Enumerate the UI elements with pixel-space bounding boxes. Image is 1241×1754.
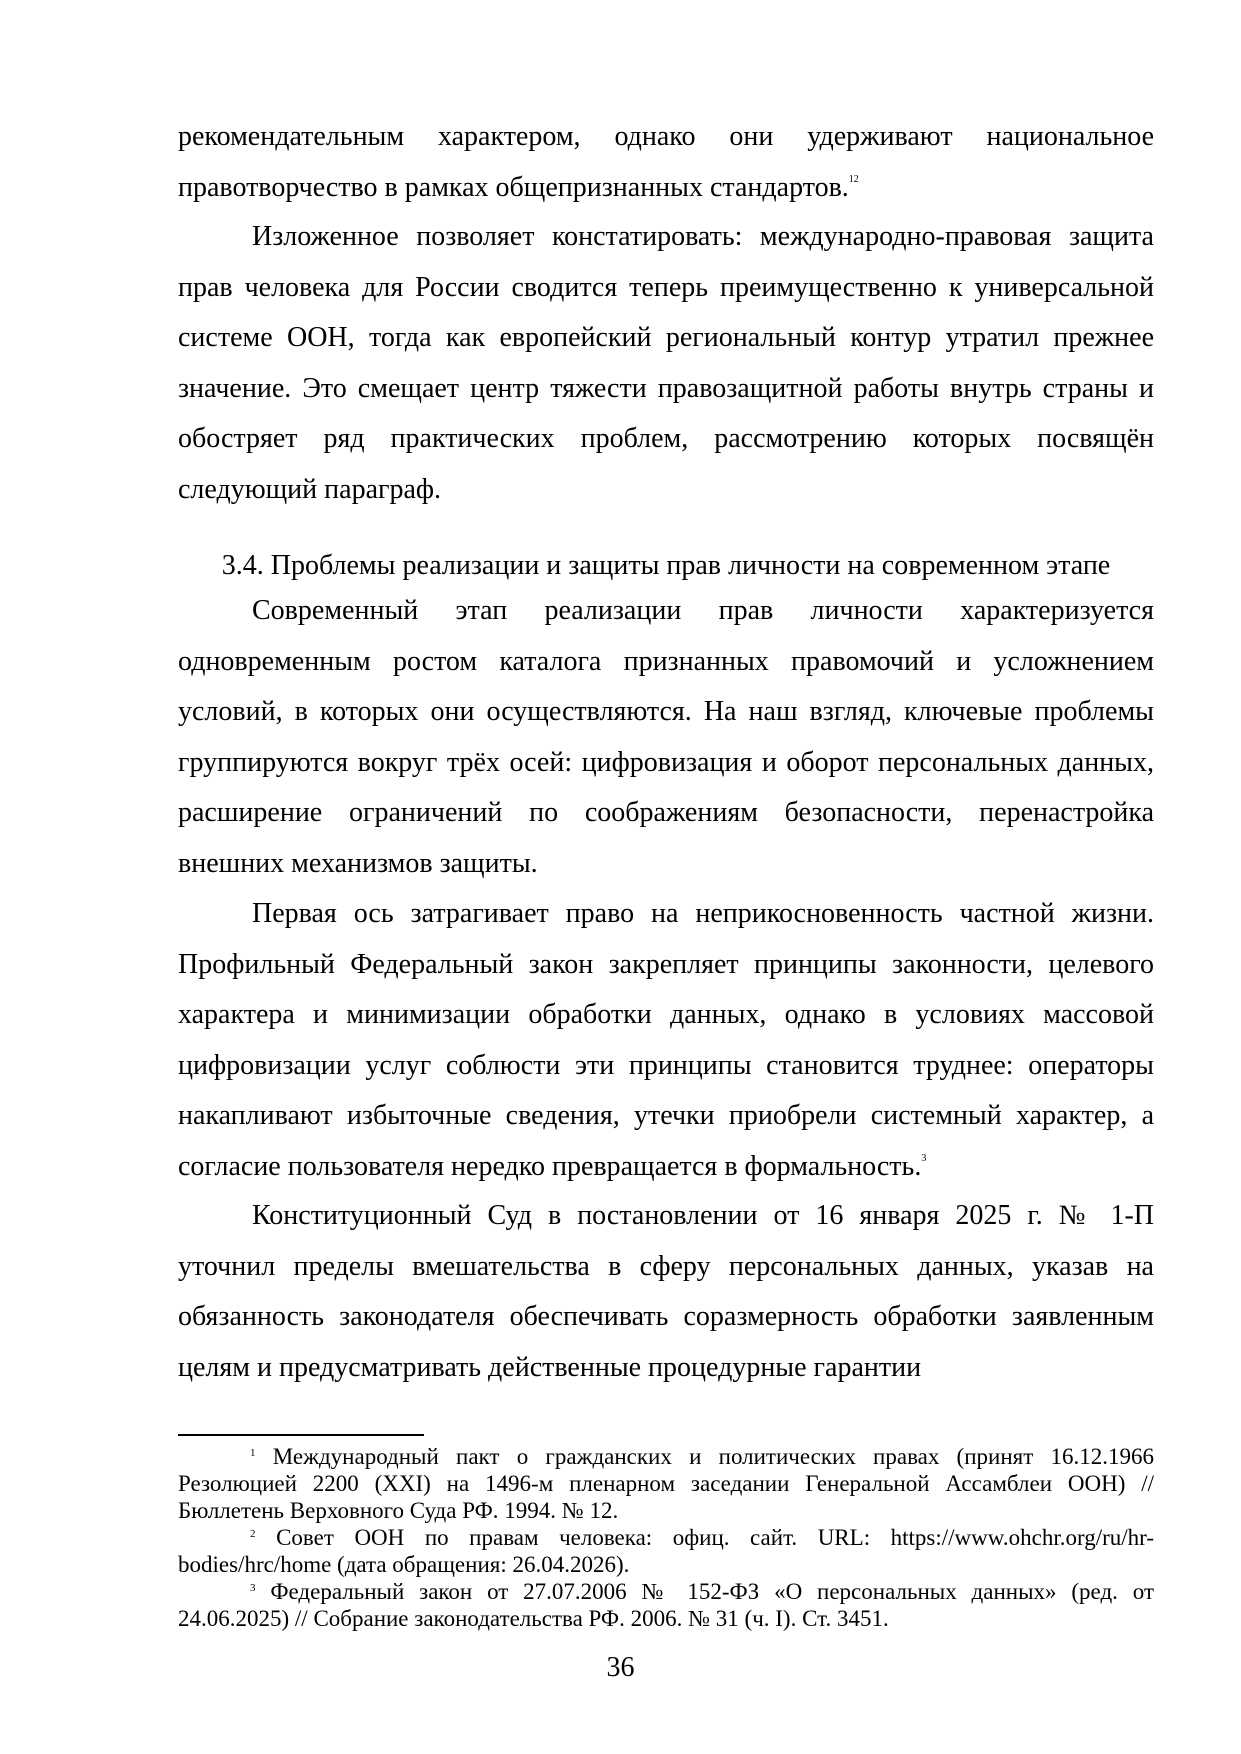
footnote-item	[178, 1524, 1154, 1578]
paragraph-privacy	[178, 889, 1154, 1192]
paragraph-text: Современный этап реализации прав личности характеризуется одновременным ростом каталога признанных правомочий и усложнением условий, в которых они осуществляются. На наш взгляд, ключевые проблемы группируются вокруг трёх осей: цифровизация и оборот персональных данных, расширение ограничений по соображениям безопасности, перенастройка внешних механизмов защиты.	[178, 595, 1154, 879]
paragraph-intro	[178, 586, 1154, 889]
paragraph-constitutional-court	[178, 1191, 1154, 1393]
footnote-separator	[178, 1434, 424, 1436]
paragraph-text: рекомендательным характером, однако они удерживают национальное правотворчество в рамках общепризнанных стандартов.	[178, 121, 1154, 203]
footnotes	[178, 1443, 1154, 1632]
footnote-item	[178, 1443, 1154, 1524]
paragraph-continuation	[178, 112, 1154, 213]
footnote-marker: 1	[250, 1447, 256, 1459]
footnote-text: Совет ООН по правам человека: офиц. сайт. URL: https://www.ohchr.org/ru/hr-bodies/hrc/home (дата обращения: 26.04.2026).	[178, 1525, 1155, 1577]
page-number: 36	[606, 1652, 635, 1683]
footnote-text: Федеральный закон от 27.07.2006 № 152-ФЗ «О персональных данных» (ред. от 24.06.2025) // Собрание законодательства РФ. 2006. № 31 (ч. I). Ст. 3451.	[178, 1579, 1154, 1631]
footnote-marker: 2	[250, 1528, 256, 1540]
paragraph-text: Конституционный Суд в постановлении от 16 января 2025 г. № 1-П уточнил пределы вмешательства в сферу персональных данных, указав на обязанность законодателя обеспечивать соразмерность обработки заявленным целям и предусматривать действенные процедурные гарантии	[178, 1200, 1154, 1383]
paragraph-conclusion	[178, 212, 1154, 515]
footnote-marker: 3	[250, 1582, 256, 1594]
footnote-reference: 12	[848, 173, 859, 185]
section-heading: 3.4. Проблемы реализации и защиты прав личности на современном этапе	[221, 550, 1111, 581]
paragraph-text: Первая ось затрагивает право на неприкосновенность частной жизни. Профильный Федеральный закон закрепляет принципы законности, целевого характера и минимизации обработки данных, однако в условиях массовой цифровизации услуг соблюсти эти принципы становится труднее: операторы накапливают избыточные сведения, утечки приобрели системный характер, а согласие пользователя нередко превращается в формальность.	[178, 898, 1154, 1182]
footnote-reference: 3	[921, 1152, 927, 1164]
footnote-item	[178, 1578, 1154, 1632]
paragraph-text: Изложенное позволяет констатировать: международно-правовая защита прав человека для России сводится теперь преимущественно к универсальной системе ООН, тогда как европейский региональный контур утратил прежнее значение. Это смещает центр тяжести правозащитной работы внутрь страны и обостряет ряд практических проблем, рассмотрению которых посвящён следующий параграф.	[178, 221, 1154, 505]
footnote-text: Международный пакт о гражданских и политических правах (принят 16.12.1966 Резолюцией 2200 (XXI) на 1496-м пленарном заседании Генеральной Ассамблеи ООН) // Бюллетень Верховного Суда РФ. 1994. № 12.	[178, 1444, 1154, 1523]
